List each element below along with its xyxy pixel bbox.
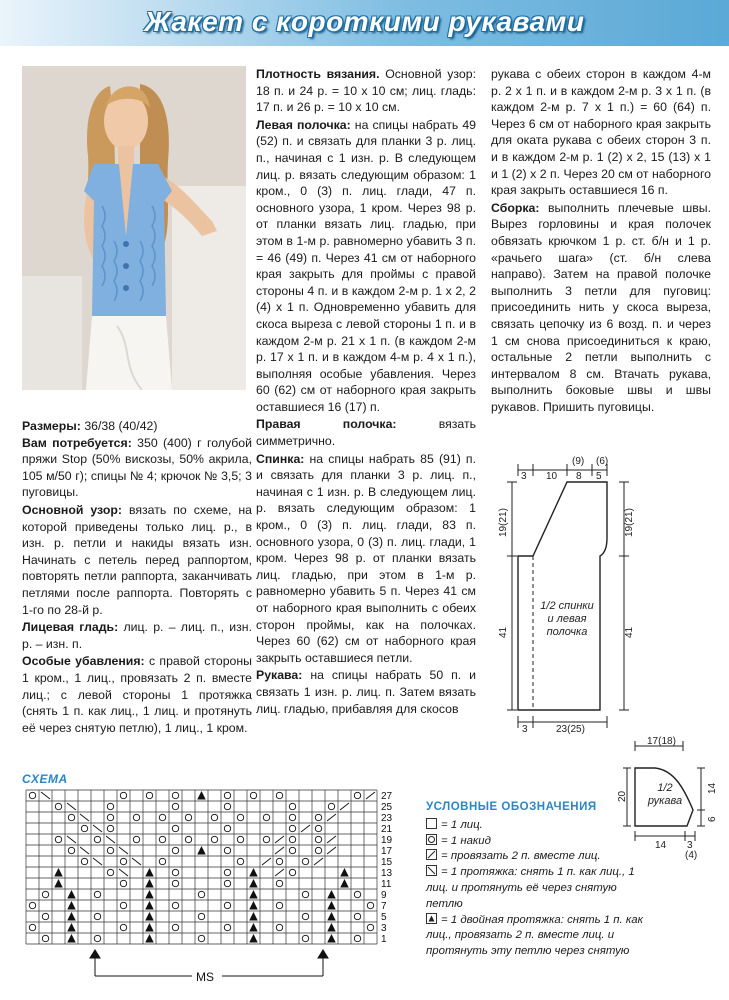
yarn-over-symbol <box>302 913 308 919</box>
sleeves-label: Рукава: <box>256 668 303 683</box>
yarn-over-symbol <box>198 935 204 941</box>
yarn-over-symbol <box>172 825 178 831</box>
skp-symbol <box>119 869 128 876</box>
decreases-paragraph <box>22 653 252 736</box>
yarn-over-symbol <box>159 836 165 842</box>
legend-item-double-decrease <box>426 913 646 960</box>
dim-sleeve-top: 17(18) <box>647 736 676 747</box>
skp-symbol <box>80 847 89 854</box>
yarn-over-symbol <box>354 891 360 897</box>
back-paragraph <box>256 451 476 667</box>
double-decrease-symbol <box>250 902 257 909</box>
yarn-over-symbol <box>328 803 334 809</box>
yarn-over-symbol <box>237 814 243 820</box>
yarn-over-symbol <box>354 913 360 919</box>
yarn-over-symbol <box>94 836 100 842</box>
model-illustration <box>22 66 246 390</box>
double-decrease-symbol <box>68 913 75 920</box>
yarn-over-symbol <box>94 935 100 941</box>
page-title: Жакет с короткими рукавами <box>144 6 585 37</box>
stockinette-label: Лицевая гладь: <box>22 620 119 635</box>
yarn-over-symbol <box>42 891 48 897</box>
yarn-over-symbol <box>315 836 321 842</box>
left-front-paragraph <box>256 117 476 416</box>
k2tog-symbol <box>327 836 336 843</box>
dim-top-5: 5 <box>596 471 602 482</box>
dim-bottom-23: 23(25) <box>556 724 585 734</box>
k2tog-symbol <box>275 847 284 854</box>
sleeves-cont-paragraph <box>491 66 711 199</box>
skp-symbol <box>67 803 76 810</box>
double-decrease-symbol <box>55 880 62 887</box>
skp-symbol <box>67 836 76 843</box>
yarn-over-symbol <box>224 869 230 875</box>
skp-symbol <box>106 836 115 843</box>
yarn-over-symbol <box>133 814 139 820</box>
dim-top-10: 10 <box>546 471 558 482</box>
gauge-paragraph <box>256 66 476 116</box>
skp-symbol <box>93 825 102 832</box>
row-number: 25 <box>381 802 393 813</box>
yarn-over-symbol <box>224 825 230 831</box>
yarn-over-symbol <box>315 825 321 831</box>
row-number: 13 <box>381 868 393 879</box>
legend <box>426 800 646 960</box>
yarn-over-symbol <box>289 836 295 842</box>
column-instructions <box>256 66 476 717</box>
yarn-over-symbol <box>94 891 100 897</box>
row-number: 15 <box>381 857 393 868</box>
row-number: 1 <box>381 934 387 945</box>
assembly-label: Сборка: <box>491 200 540 215</box>
dim-top-3: 3 <box>521 471 527 482</box>
row-number: 11 <box>381 879 392 890</box>
row-number: 19 <box>381 835 393 846</box>
yarn-over-symbol <box>172 803 178 809</box>
gauge-text: Основной узор: 18 п. и 24 р. = 10 х 10 см; лиц. гладь: 17 п. и 26 р. = 10 х 10 см. <box>256 67 476 115</box>
dim-right-19: 19(21) <box>624 508 635 537</box>
yarn-over-symbol <box>107 869 113 875</box>
double-decrease-symbol <box>328 902 335 909</box>
yarn-over-symbol <box>172 847 178 853</box>
yarn-over-symbol <box>224 902 230 908</box>
dim-bottom-3: 3 <box>522 724 528 734</box>
double-decrease-symbol <box>146 902 153 909</box>
decreases-text: с правой стороны 1 кром., 1 лиц., провязать 2 п. вместе лиц.; с левой стороны 1 протяжка (снять 1 п. как лиц., 1 лиц. и протянуть её через снятую петлю), 1 лиц., 1 кром. <box>22 654 252 735</box>
legend-item-skp <box>426 865 646 912</box>
double-decrease-symbol <box>328 913 335 920</box>
yarn-over-symbol <box>94 913 100 919</box>
double-decrease-symbol <box>250 880 257 887</box>
yarn-over-symbol <box>237 836 243 842</box>
yarn-over-symbol <box>120 792 126 798</box>
double-decrease-symbol <box>68 924 75 931</box>
double-decrease-symbol <box>198 847 205 854</box>
yarn-over-symbol <box>198 913 204 919</box>
sizes-paragraph <box>22 418 252 435</box>
rapport-label: MS <box>196 970 214 984</box>
back-label: Спинка: <box>256 451 305 466</box>
yarn-over-symbol <box>250 792 256 798</box>
yarn-over-symbol <box>302 891 308 897</box>
yarn-over-symbol <box>42 913 48 919</box>
double-decrease-symbol <box>68 935 75 942</box>
dim-sleeve-left: 20 <box>617 790 628 802</box>
double-decrease-symbol <box>55 869 62 876</box>
yarn-over-symbol <box>263 836 269 842</box>
yarn-over-symbol <box>224 803 230 809</box>
skp-symbol <box>132 858 141 865</box>
main-pattern-label: Основной узор: <box>22 502 122 517</box>
double-decrease-symbol <box>146 924 153 931</box>
double-decrease-symbol <box>341 869 348 876</box>
dim-top-8: 8 <box>576 471 582 482</box>
right-front-text: вязать симметрично. <box>256 417 476 449</box>
legend-item-knit <box>426 818 646 834</box>
slash-square-icon <box>426 849 437 860</box>
double-decrease-symbol <box>146 880 153 887</box>
yarn-over-symbol <box>237 858 243 864</box>
dim-right-41: 41 <box>624 626 635 638</box>
skp-symbol <box>80 814 89 821</box>
yarn-over-symbol <box>172 869 178 875</box>
skp-symbol <box>119 847 128 854</box>
yarn-over-symbol <box>211 814 217 820</box>
k2tog-symbol <box>262 858 271 865</box>
yarn-over-symbol <box>120 858 126 864</box>
yarn-over-symbol <box>159 814 165 820</box>
yarn-over-symbol <box>185 814 191 820</box>
yarn-over-symbol <box>29 792 35 798</box>
empty-square-icon <box>426 818 437 829</box>
decreases-label: Особые убавления: <box>22 654 145 669</box>
rapport-marker <box>80 948 340 988</box>
yarn-over-symbol <box>120 924 126 930</box>
yarn-over-symbol <box>276 902 282 908</box>
dim-left-41: 41 <box>498 626 509 638</box>
legend-item-text: = 1 протяжка: снять 1 п. как лиц., 1 лиц. и протянуть её через снятую петлю <box>426 866 635 910</box>
yarn-over-symbol <box>107 814 113 820</box>
yarn-over-symbol <box>172 792 178 798</box>
yarn-over-symbol <box>185 836 191 842</box>
yarn-over-symbol <box>224 880 230 886</box>
yarn-over-symbol <box>276 880 282 886</box>
k2tog-symbol <box>314 858 323 865</box>
yarn-over-symbol <box>133 836 139 842</box>
legend-item-yarnover <box>426 834 646 850</box>
double-decrease-symbol <box>250 869 257 876</box>
sleeves-text: на спицы набрать 50 п. и связать 1 изн. р. лиц. п. Затем вязать лиц. гладью, прибавляя для скосов <box>256 668 476 716</box>
yarn-over-symbol <box>107 847 113 853</box>
yarn-over-symbol <box>224 792 230 798</box>
dim-top-9: (9) <box>572 456 585 467</box>
sizes-label: Размеры: <box>22 419 81 433</box>
back-text: на спицы набрать 85 (91) п. и связать для планки 3 р. лиц. п., начиная с 1 изн. р. В следующем лиц. р. вязать следующим образом: 1 кром., 0 (3) п. лиц. глади, 83 п. основного узора, 0 (3) п. лиц. глади, 1 кром. Через 98 р. от планки вязать лиц. гладью, при этом в 1-м р. равномерно убавить 5 п. Через 41 см от наборного края выполнить с обеих сторон проймы, как на полочках. Через 60 (62) см от наборного края закрыть оставшиеся петли. <box>256 451 477 665</box>
double-decrease-symbol <box>146 869 153 876</box>
yarn-over-symbol <box>367 924 373 930</box>
yarn-over-symbol <box>211 836 217 842</box>
dim-sleeve-right: 14 <box>707 782 718 794</box>
yarn-over-symbol <box>172 924 178 930</box>
k2tog-symbol <box>275 836 284 843</box>
skp-symbol <box>93 858 102 865</box>
pattern-diagram-body <box>492 452 652 734</box>
yarn-over-symbol <box>81 858 87 864</box>
yarn-over-symbol <box>159 858 165 864</box>
legend-item-text: = провязать 2 п. вместе лиц. <box>441 850 601 863</box>
legend-item-text: = 1 двойная протяжка: снять 1 п. как лиц., провязать 2 п. вместе лиц. и протянуть эту петлю через снятую <box>426 913 643 958</box>
yarn-over-symbol <box>120 902 126 908</box>
k2tog-symbol <box>327 847 336 854</box>
yarn-over-symbol <box>29 902 35 908</box>
title-banner <box>0 0 729 46</box>
left-front-text: на спицы набрать 49 (52) п. и связать для планки 3 р. лиц. п., начиная с 1 изн. р. В следующем лиц. р. вязать следующим образом: 1 кром., 0 (3) п. лиц. глади, 47 п. основного узора, 1 кром. Через 98 р. от планки вязать лиц. гладью, при этом в 1-м р. равномерно убавить 3 п. = 46 (49) п. Через 41 см от наборного края закрыть для проймы с правой стороны 4 п. и в каждом 2-м р. 1 х 2, 2 (4) х 1 п. Одновременно убавить для скоса выреза с левой стороны 1 п. и в каждом 2-м р. 21 х 1 п. (в каждом 2-м р. 17 х 1 п. и в каждом 4-м р. 4 х 1 п.), выполняя особые убавления. Через 60 (62) см от наборного края закрыть оставшиеся 16 (17) п. <box>256 117 477 414</box>
triangle-square-icon <box>426 913 437 924</box>
double-decrease-symbol <box>146 935 153 942</box>
yarn-over-symbol <box>198 891 204 897</box>
model-photo <box>22 66 246 390</box>
double-decrease-symbol <box>328 891 335 898</box>
double-decrease-symbol <box>250 935 257 942</box>
legend-item-text: = 1 накид <box>441 834 491 847</box>
double-decrease-symbol <box>146 891 153 898</box>
yarn-over-symbol <box>120 880 126 886</box>
yarn-over-symbol <box>289 869 295 875</box>
yarn-over-symbol <box>354 935 360 941</box>
yarn-over-symbol <box>107 803 113 809</box>
yarn-over-symbol <box>289 814 295 820</box>
yarn-over-symbol <box>224 924 230 930</box>
yarn-over-symbol <box>55 803 61 809</box>
row-number: 5 <box>381 912 387 923</box>
k2tog-symbol <box>366 792 375 799</box>
double-decrease-symbol <box>341 880 348 887</box>
gauge-label: Плотность вязания. <box>256 67 380 81</box>
assembly-paragraph <box>491 200 711 416</box>
body-piece-label: 1/2 спинки и левая полочка <box>540 600 594 638</box>
materials-label: Вам потребуется: <box>22 435 132 450</box>
double-decrease-symbol <box>250 924 257 931</box>
dim-top-6: (6) <box>596 456 609 467</box>
dim-sleeve-bottom4: (4) <box>685 850 698 861</box>
yarn-over-symbol <box>302 935 308 941</box>
sleeves-cont-text: рукава с обеих сторон в каждом 4-м р. 2 х 1 п. и в каждом 2-м р. 3 х 1 п. (в каждом 2-м р. 7 х 1 п.) = 60 (64) п. Через 6 см от наборного края закрыть для оката рукава с обеих сторон 3 п. и в каждом 2-м р. 1 (2) х 2, 15 (13) х 1 и 1 (2) х 2 п. Через 20 см от наборного края закрыть оставшиеся 16 п. <box>491 67 711 198</box>
assembly-text: выполнить плечевые швы. Вырез горловины и края полочек обвязать крючком 1 р. ст. б/н и 1 р. «рачьего шага» (ст. б/н слева направо). Затем на правой полочке выполнить 3 петли для пуговиц: присоединить нить у скоса выреза, связать цепочку из 6 возд. п. и через 1 см снова присоединиться к краю, остальные 2 петли выполнить с интервалом 8 см. Втачать рукава, выполнить боковые швы и швы рукавов. Пришить пуговицы. <box>491 200 711 414</box>
row-number: 7 <box>381 901 387 912</box>
yarn-over-symbol <box>289 825 295 831</box>
yarn-over-symbol <box>172 902 178 908</box>
yarn-over-symbol <box>276 858 282 864</box>
k2tog-symbol <box>327 814 336 821</box>
double-decrease-symbol <box>146 913 153 920</box>
yarn-over-symbol <box>354 792 360 798</box>
row-number: 3 <box>381 923 387 934</box>
row-number: 27 <box>381 791 393 802</box>
row-number: 21 <box>381 824 393 835</box>
legend-item-k2tog <box>426 849 646 865</box>
double-decrease-symbol <box>68 902 75 909</box>
legend-item-text: = 1 лиц. <box>441 818 483 831</box>
dim-sleeve-bottom3: 3 <box>687 840 693 851</box>
yarn-over-symbol <box>68 847 74 853</box>
column-assembly <box>491 66 711 415</box>
yarn-over-symbol <box>276 792 282 798</box>
double-decrease-symbol <box>250 913 257 920</box>
sleeves-paragraph <box>256 667 476 717</box>
skp-symbol <box>41 792 50 799</box>
yarn-over-symbol <box>172 880 178 886</box>
yarn-over-symbol <box>146 792 152 798</box>
double-decrease-symbol <box>68 891 75 898</box>
double-decrease-symbol <box>328 935 335 942</box>
yarn-over-symbol <box>107 825 113 831</box>
double-decrease-symbol <box>198 792 205 799</box>
right-front-paragraph <box>256 416 476 449</box>
double-decrease-symbol <box>328 924 335 931</box>
knitting-chart <box>22 788 414 950</box>
main-pattern-paragraph <box>22 502 252 618</box>
yarn-over-symbol <box>81 825 87 831</box>
sleeve-piece-label: 1/2 рукава <box>647 782 683 807</box>
row-number: 9 <box>381 890 387 901</box>
materials-text: 350 (400) г голубой пряжи Stop (50% вискозы, 50% акрила, 105 м/50 г); спицы № 4; крючок № 3,5; 3 пуговицы. <box>22 435 252 500</box>
dim-sleeve-bottom: 14 <box>655 840 667 851</box>
dim-left-19: 19(21) <box>498 508 509 537</box>
yarn-over-symbol <box>315 847 321 853</box>
yarn-over-symbol <box>315 814 321 820</box>
row-number: 17 <box>381 846 393 857</box>
k2tog-symbol <box>340 803 349 810</box>
yarn-over-symbol <box>367 902 373 908</box>
sizes-text: 36/38 (40/42) <box>84 419 158 433</box>
double-decrease-symbol <box>250 891 257 898</box>
left-front-label: Левая полочка: <box>256 117 351 132</box>
k2tog-symbol <box>275 869 284 876</box>
yarn-over-symbol <box>68 814 74 820</box>
dim-sleeve-right2: 6 <box>707 816 718 822</box>
column-materials <box>22 418 252 736</box>
k2tog-symbol <box>301 825 310 832</box>
yarn-over-symbol <box>224 847 230 853</box>
stockinette-paragraph <box>22 619 252 652</box>
backslash-square-icon <box>426 865 437 876</box>
row-number: 23 <box>381 813 393 824</box>
stockinette-text: лиц. р. – лиц. п., изн. р. – изн. п. <box>22 620 253 651</box>
yarn-over-symbol <box>42 935 48 941</box>
schema-title: СХЕМА <box>22 772 68 786</box>
yarn-over-symbol <box>55 836 61 842</box>
yarn-over-symbol <box>276 924 282 930</box>
yarn-over-symbol <box>302 858 308 864</box>
yarn-over-symbol <box>29 924 35 930</box>
main-pattern-text: вязать по схеме, на которой приведены только лиц. р., в изн. р. петли и накиды вязать изн. Начинать с петель перед раппортом, повторять петли раппорта, заканчивать петлями после раппорта. Повторять с 1-го по 28-й р. <box>22 502 253 617</box>
legend-heading: УСЛОВНЫЕ ОБОЗНАЧЕНИЯ <box>426 801 597 813</box>
right-front-label: Правая полочка: <box>256 417 397 432</box>
yarn-over-symbol <box>289 847 295 853</box>
yarn-over-symbol <box>263 814 269 820</box>
yarn-over-symbol <box>289 803 295 809</box>
materials-paragraph <box>22 435 252 501</box>
circle-square-icon <box>426 834 437 845</box>
